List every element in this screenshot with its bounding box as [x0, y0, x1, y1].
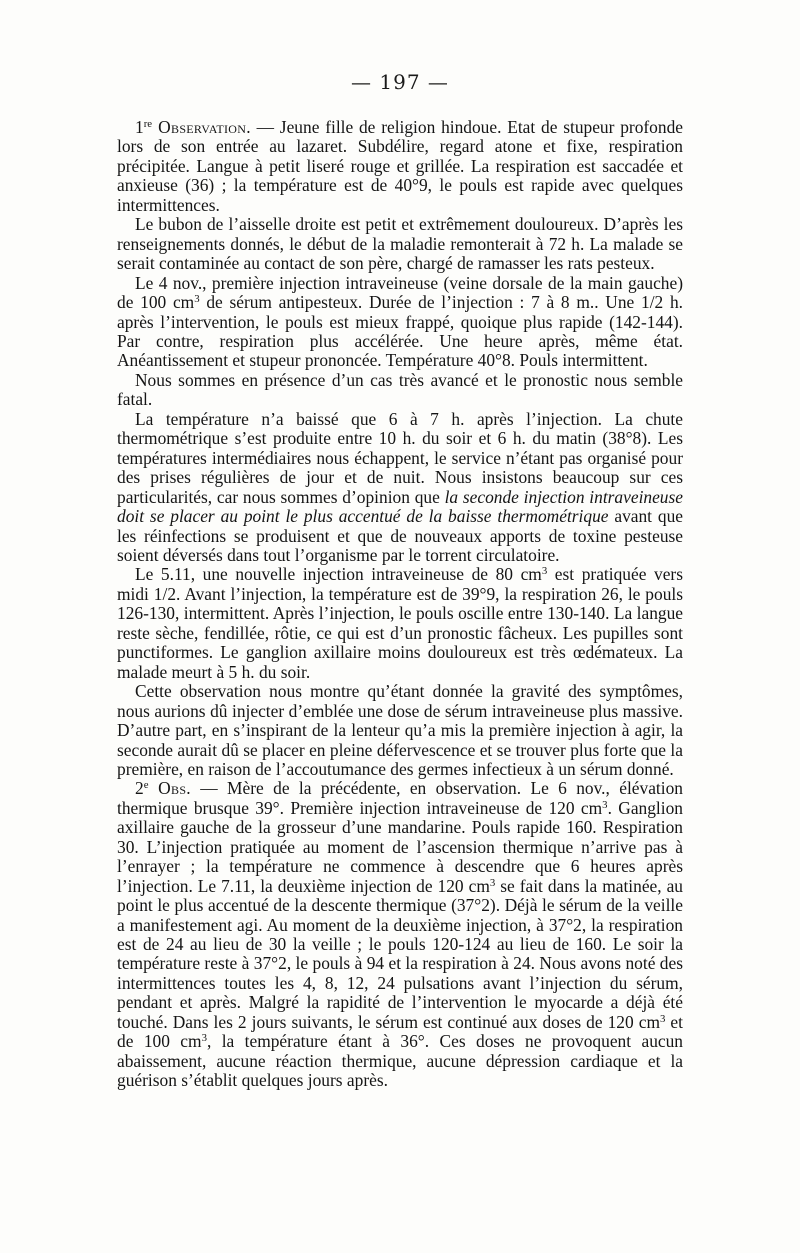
text-segment: — Jeune fille de religion hindoue. Etat de stupeur profonde lors de son entrée au lazaret. Subdélire, regard atone et fixe, respiration précipitée. Langue à petit liseré rouge et grillée. La respiration est saccadée et anxieuse (36) ; la température est de 40°9, le pouls est rapide avec quelques intermittences.	[117, 117, 683, 215]
text-segment: 3	[201, 1032, 207, 1045]
text-segment: 3	[541, 565, 548, 578]
page-number: — 197 —	[351, 70, 449, 94]
text-segment: , la température étant à 36°. Ces doses ne provoquent aucun abaissement, aucune réaction thermique, aucune dépression cardiaque et la guérison s’établit quelques jours après.	[117, 1031, 683, 1091]
text-segment: 3	[660, 1012, 666, 1025]
text-segment: 3	[489, 876, 496, 889]
text-segment: de sérum antipesteux. Durée de l’injection : 7 à 8 m.. Une 1/2 h. après l’intervention, le pouls est mieux frappé, quoique plus rapide (142-144). Par contre, respiration plus accélérée. Une heure après, même état. Anéantissement et stupeur prononcée. Température 40°8. Pouls intermittent.	[117, 292, 683, 371]
text-segment: Le bubon de l’aisselle droite est petit et extrêmement douloureux. D’après les renseignements donnés, le début de la maladie remonterait à 72 h. La malade se serait contaminée au contact de son père, chargé de ramasser les rats pesteux.	[117, 214, 683, 274]
paragraph-temperature	[117, 410, 683, 566]
text-segment: 1	[135, 117, 144, 137]
paragraph-nov5	[117, 565, 683, 682]
text-segment: se fait dans la matinée, au point le plus accentué de la descente thermique (37°2). Déjà le sérum de la veille a manifestement agi. Au moment de la deuxième injection, à 37°2, la respiration est de 24 au lieu de 30 la veille ; le pouls 120-124 au lieu de 160. Le soir la température reste à 37°2, le pouls à 94 et la respiration à 24. Nous avons noté des intermittences toutes les 4, 8, 12, 24 pulsations avant l’injection du sérum, pendant et après. Malgré la rapidité de l’intervention le myocarde a déjà été touché. Dans les 2 jours suivants, le sérum est continué aux doses de 120 cm	[117, 875, 683, 1032]
text-segment: Le 4 nov., première injection intraveineuse (veine dorsale de la main gauche) de 100 cm	[117, 272, 683, 313]
paragraph-conclusion	[117, 682, 683, 779]
text-segment: et de 100 cm	[117, 1011, 683, 1052]
text-segment: Le 5.11, une nouvelle injection intraveineuse de 80 cm	[135, 564, 542, 585]
text-segment: . Ganglion axillaire gauche de la grosseur d’une mandarine. Pouls rapide 160. Respiration 30. L’injection pratiquée au moment de l’ascension thermique n’arrive pas à l’enrayer ; la température ne commence à descendre que 6 heures après l’injection. Le 7.11, la deuxième injection de 120 cm	[117, 797, 683, 896]
text-segment: — Mère de la précédente, en observation. Le 6 nov., élévation thermique brusque 39°. Première injection intraveineuse de 120 cm	[117, 778, 683, 818]
text-segment: Cette observation nous montre qu’étant donnée la gravité des symptômes, nous aurions dû injecter d’emblée une dose de sérum intraveineuse plus massive. D’autre part, en s’inspirant de la lenteur qu’a mis la première injection à agir, la seconde aurait dû se placer en pleine défervescence et se trouver plus forte que la première, en raison de l’accoutumance des germes infectieux à un sérum donné.	[117, 681, 683, 779]
paragraph-pronostic	[117, 371, 683, 410]
paragraph-bubon	[117, 215, 683, 273]
text-segment: Observation.	[152, 117, 251, 137]
text-segment: re	[143, 118, 153, 131]
text-segment: Obs.	[148, 778, 191, 799]
text-segment: la seconde injection intraveineuse doit se placer au point le plus accentué de la baisse thermométrique	[117, 486, 683, 527]
body-text	[117, 118, 683, 1091]
text-segment: 3	[602, 798, 608, 811]
paragraph-obs2	[117, 779, 683, 1090]
text-segment: est pratiquée vers midi 1/2. Avant l’injection, la température est de 39°9, la respiration 26, le pouls 126-130, intermittent. Après l’injection, le pouls oscille entre 130-140. La langue reste sèche, fendillée, rôtie, ce qui est d’un pronostic fâcheux. Les pupilles sont punctiformes. Le ganglion axillaire moins douloureux est très œdémateux. La malade meurt à 5 h. du soir.	[117, 564, 683, 682]
paragraph-obs1	[117, 118, 683, 215]
paragraph-nov4	[117, 274, 683, 371]
text-segment: 3	[194, 293, 200, 306]
text-segment: e	[143, 779, 149, 792]
text-segment: avant que les réinfections se produisent et que de nouveaux apports de toxine pesteuse soient déversés dans tout l’organisme par le torrent circulatoire.	[117, 506, 683, 565]
text-segment: 2	[135, 778, 144, 799]
text-segment: La température n’a baissé que 6 à 7 h. après l’injection. La chute thermométrique s’est produite entre 10 h. du soir et 6 h. du matin (38°8). Les températures intermédiaires nous échappent, le service n’étant pas organisé pour des prises régulières de jour et de nuit. Nous insistons beaucoup sur ces particularités, car nous sommes d’opinion que	[117, 408, 683, 507]
text-segment: Nous sommes en présence d’un cas très avancé et le pronostic nous semble fatal.	[117, 369, 683, 410]
